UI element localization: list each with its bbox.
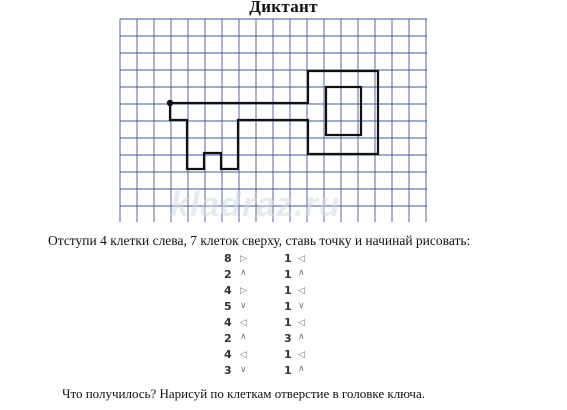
arrow-down-icon: ∨ (240, 365, 247, 375)
arrow-left-icon: ◁ (298, 350, 305, 360)
step-count: 1 (284, 252, 292, 265)
instruction-text: Отступи 4 клетки слева, 7 клеток сверху, ставь точку и начинай рисовать: (48, 233, 471, 248)
step-count: 4 (224, 348, 232, 361)
step-count: 3 (284, 332, 292, 345)
step-count: 2 (224, 268, 232, 281)
arrow-down-icon: ∨ (240, 301, 247, 311)
arrow-left-icon: ◁ (298, 286, 305, 296)
key-drawing (170, 71, 378, 169)
key-hole (326, 87, 361, 135)
start-point (167, 100, 173, 106)
arrow-left-icon: ◁ (240, 318, 247, 328)
step-count: 1 (284, 268, 292, 281)
arrow-up-icon: ∧ (298, 332, 305, 342)
arrow-left-icon: ◁ (240, 350, 247, 360)
arrow-up-icon: ∧ (298, 364, 305, 374)
step-count: 8 (224, 252, 232, 265)
step-count: 1 (284, 348, 292, 361)
arrow-up-icon: ∧ (240, 268, 247, 278)
step-count: 1 (284, 316, 292, 329)
step-count: 2 (224, 332, 232, 345)
arrow-up-icon: ∧ (240, 332, 247, 342)
arrow-up-icon: ∧ (298, 268, 305, 278)
page-title: Диктант (249, 0, 318, 16)
arrow-right-icon: ▷ (240, 286, 247, 296)
step-count: 1 (284, 284, 292, 297)
arrow-left-icon: ◁ (298, 254, 305, 264)
arrow-left-icon: ◁ (298, 318, 305, 328)
step-count: 4 (224, 316, 232, 329)
arrow-down-icon: ∨ (298, 301, 305, 311)
step-count: 3 (224, 364, 232, 377)
question-text: Что получилось? Нарисуй по клеткам отверстие в головке ключа. (62, 386, 425, 401)
watermark: kladraz.ru (170, 186, 341, 224)
step-count: 1 (284, 300, 292, 313)
step-count: 5 (224, 300, 232, 313)
step-count: 4 (224, 284, 232, 297)
step-count: 1 (284, 364, 292, 377)
arrow-right-icon: ▷ (240, 254, 247, 264)
key-outline (170, 71, 378, 169)
